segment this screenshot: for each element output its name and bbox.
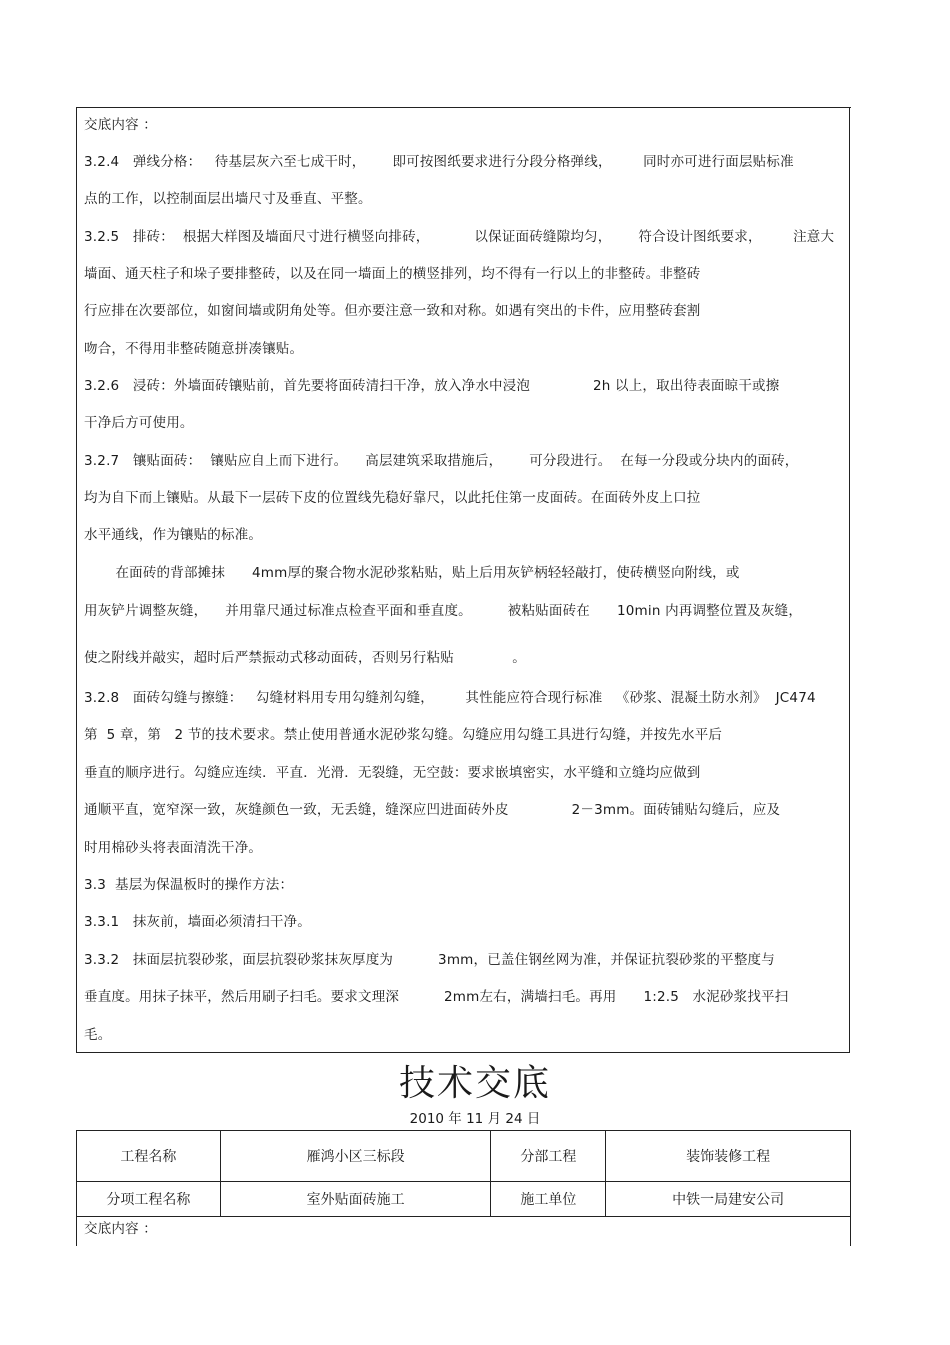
content-line: 3.2.7 镶贴面砖： 镶贴应自上而下进行。 高层建筑采取措施后， 可分段进行。 在每一分段或分块内的面砖， (84, 453, 799, 469)
content-line: 第 5 章，第 2 节的技术要求。禁止使用普通水泥砂浆勾缝。勾缝应用勾缝工具进行勾缝，并按先水平后 (84, 727, 723, 743)
content-line: 墙面、通天柱子和垛子要排整砖，以及在同一墙面上的横竖排列，均不得有一行以上的非整砖。非整砖 (84, 266, 701, 282)
content-line: 行应排在次要部位，如窗间墙或阴角处等。但亦要注意一致和对称。如遇有突出的卡件，应用整砖套割 (84, 303, 701, 319)
content-label: 交底内容 ： (84, 1221, 157, 1237)
content-line: 干净后方可使用。 (84, 415, 194, 431)
content-line: 3.3.1 抹灰前，墙面必须清扫干净。 (84, 914, 311, 930)
contractor-value: 中铁一局建安公司 (606, 1182, 851, 1217)
content-line: 3.2.6 浸砖：外墙面砖镶贴前，首先要将面砖清扫干净，放入净水中浸泡 2h 以上，取出待表面晾干或擦 (84, 378, 780, 394)
table-row (77, 1182, 851, 1217)
content-line: 3.2.8 面砖勾缝与擦缝： 勾缝材料用专用勾缝剂勾缝， 其性能应符合现行标准 《砂浆、混凝土防水剂》 JC474 (84, 690, 816, 706)
content-line: 用灰铲片调整灰缝， 并用靠尺通过标准点检查平面和垂直度。 被粘贴面砖在 10min 内再调整位置及灰缝， (84, 603, 803, 619)
content-line: 时用棉砂头将表面清洗干净。 (84, 840, 263, 856)
content-line: 3.2.5 排砖： 根据大样图及墙面尺寸进行横竖向排砖， 以保证面砖缝隙均匀， 符合设计图纸要求， 注意大 (84, 229, 835, 245)
content-line: 3.3.2 抹面层抗裂砂浆，面层抗裂砂浆抹灰厚度为 3mm，已盖住钢丝网为准，并保证抗裂砂浆的平整度与 (84, 952, 775, 968)
content-line: 毛。 (84, 1027, 112, 1043)
content-line: 交底内容 ： (84, 117, 157, 133)
content-line: 吻合，不得用非整砖随意拼凑镶贴。 (84, 341, 304, 357)
division-label: 分部工程 (491, 1131, 606, 1182)
content-line: 使之附线并敲实，超时后严禁振动式移动面砖，否则另行粘贴 。 (84, 650, 526, 666)
content-line: 通顺平直，宽窄深一致，灰缝颜色一致，无丢缝，缝深应凹进面砖外皮 2－3mm。面砖铺贴勾缝后，应及 (84, 802, 781, 818)
content-line: 3.3 基层为保温板时的操作方法： (84, 877, 294, 893)
content-line: 垂直的顺序进行。勾缝应连续．平直．光滑．无裂缝，无空鼓：要求嵌填密实，水平缝和立缝均应做到 (84, 765, 701, 781)
content-line: 均为自下而上镶贴。从最下一层砖下皮的位置线先稳好靠尺，以此托住第一皮面砖。在面砖外皮上口拉 (84, 490, 701, 506)
disclosure-content-box-2 (76, 1216, 851, 1246)
table-row (77, 1131, 851, 1182)
project-info-table (76, 1130, 851, 1217)
project-name-label: 工程名称 (77, 1131, 221, 1182)
contractor-label: 施工单位 (491, 1182, 606, 1217)
page-title: 技术交底 (398, 1063, 551, 1104)
project-name-value: 雁鸿小区三标段 (220, 1131, 491, 1182)
subitem-name-value: 室外贴面砖施工 (220, 1182, 491, 1217)
content-line: 垂直度。用抹子抹平，然后用刷子扫毛。要求文理深 2mm左右，满墙扫毛。再用 1:2.5 水泥砂浆找平扫 (84, 989, 789, 1005)
content-line: 3.2.4 弹线分格： 待基层灰六至七成干时， 即可按图纸要求进行分段分格弹线， 同时亦可进行面层贴标准 (84, 154, 794, 170)
subitem-name-label: 分项工程名称 (77, 1182, 221, 1217)
content-line: 水平通线，作为镶贴的标准。 (84, 527, 263, 543)
content-line: 点的工作，以控制面层出墙尺寸及垂直、平整。 (84, 191, 372, 207)
content-line: 在面砖的背部摊抹 4mm厚的聚合物水泥砂浆粘贴，贴上后用灰铲柄轻轻敲打，使砖横竖向附线，或 (84, 565, 740, 581)
document-date: 2010 年 11 月 24 日 (409, 1111, 541, 1127)
division-value: 装饰装修工程 (606, 1131, 851, 1182)
